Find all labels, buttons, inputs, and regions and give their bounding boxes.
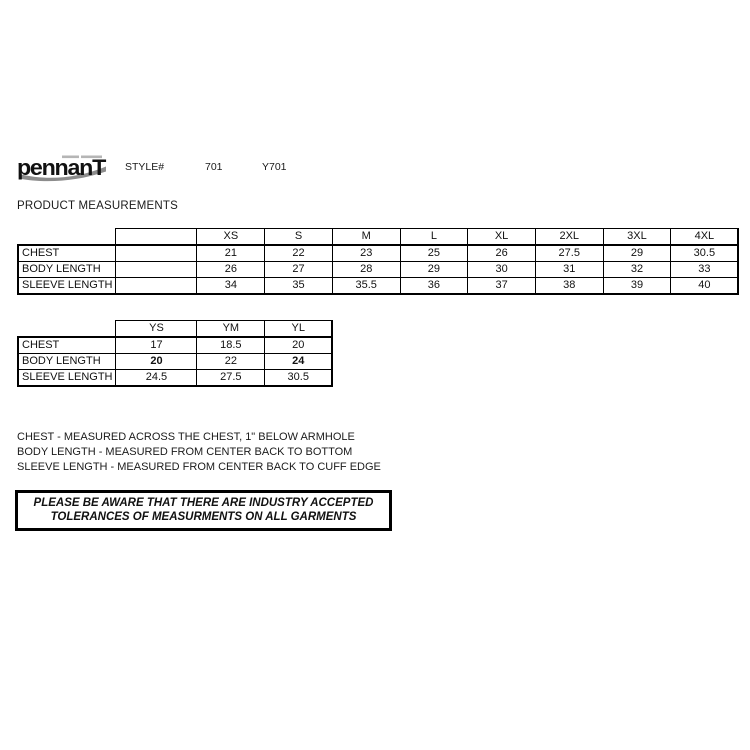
logo-wordmark: pennanT: [17, 155, 107, 180]
tolerance-notice-line2: TOLERANCES OF MEASURMENTS ON ALL GARMENTS: [50, 511, 357, 523]
value-cell: 29: [400, 262, 468, 278]
header-empty-cell: [116, 229, 197, 246]
value-cell: 31: [535, 262, 603, 278]
value-cell: 20: [116, 354, 197, 370]
value-cell: 35: [265, 278, 333, 295]
note-body-length: BODY LENGTH - MEASURED FROM CENTER BACK TO BOTTOM: [17, 446, 353, 458]
value-cell: 36: [400, 278, 468, 295]
size-header-cell: L: [400, 229, 468, 246]
size-header-cell: M: [332, 229, 400, 246]
size-header-cell: YS: [116, 321, 197, 338]
value-cell: 17: [116, 337, 197, 354]
size-header-row: [18, 229, 738, 246]
header-spacer-cell: [18, 229, 116, 246]
measurement-notes: [17, 430, 381, 475]
empty-cell: [116, 278, 197, 295]
value-cell: 29: [603, 245, 671, 262]
value-cell: 21: [197, 245, 265, 262]
size-header-cell: YL: [265, 321, 333, 338]
style-number-label: STYLE#: [125, 161, 165, 173]
adult-style-number: 701: [205, 161, 223, 173]
value-cell: 35.5: [332, 278, 400, 295]
adult-size-table: [17, 228, 739, 295]
value-cell: 26: [468, 245, 536, 262]
value-cell: 30: [468, 262, 536, 278]
value-cell: 32: [603, 262, 671, 278]
row-label-cell: BODY LENGTH: [18, 262, 116, 278]
size-header-cell: 3XL: [603, 229, 671, 246]
value-cell: 34: [197, 278, 265, 295]
measurement-row: [18, 354, 332, 370]
value-cell: 30.5: [265, 370, 333, 387]
value-cell: 22: [197, 354, 265, 370]
row-label-cell: CHEST: [18, 245, 116, 262]
youth-size-table: [17, 320, 333, 387]
value-cell: 24: [265, 354, 333, 370]
style-number-row: [0, 161, 750, 175]
value-cell: 40: [671, 278, 739, 295]
measurement-row: [18, 278, 738, 295]
value-cell: 25: [400, 245, 468, 262]
value-cell: 27.5: [535, 245, 603, 262]
value-cell: 30.5: [671, 245, 739, 262]
row-label-cell: SLEEVE LENGTH: [18, 370, 116, 387]
empty-cell: [116, 245, 197, 262]
value-cell: 20: [265, 337, 333, 354]
row-label-cell: BODY LENGTH: [18, 354, 116, 370]
value-cell: 33: [671, 262, 739, 278]
value-cell: 18.5: [197, 337, 265, 354]
header-spacer-cell: [18, 321, 116, 338]
value-cell: 39: [603, 278, 671, 295]
value-cell: 23: [332, 245, 400, 262]
value-cell: 28: [332, 262, 400, 278]
empty-cell: [116, 262, 197, 278]
size-header-row: [18, 321, 332, 338]
note-chest: CHEST - MEASURED ACROSS THE CHEST, 1" BELOW ARMHOLE: [17, 431, 355, 443]
measurement-row: [18, 245, 738, 262]
value-cell: 27.5: [197, 370, 265, 387]
size-header-cell: 4XL: [671, 229, 739, 246]
size-header-cell: S: [265, 229, 333, 246]
row-label-cell: SLEEVE LENGTH: [18, 278, 116, 295]
measurement-row: [18, 337, 332, 354]
value-cell: 27: [265, 262, 333, 278]
size-header-cell: XS: [197, 229, 265, 246]
size-header-cell: 2XL: [535, 229, 603, 246]
value-cell: 26: [197, 262, 265, 278]
value-cell: 38: [535, 278, 603, 295]
size-header-cell: YM: [197, 321, 265, 338]
row-label-cell: CHEST: [18, 337, 116, 354]
page-title: PRODUCT MEASUREMENTS: [17, 200, 178, 212]
value-cell: 24.5: [116, 370, 197, 387]
tolerance-notice-line1: PLEASE BE AWARE THAT THERE ARE INDUSTRY ACCEPTED: [33, 497, 374, 509]
tolerance-notice-box: [15, 490, 392, 531]
value-cell: 22: [265, 245, 333, 262]
note-sleeve-length: SLEEVE LENGTH - MEASURED FROM CENTER BACK TO CUFF EDGE: [17, 461, 381, 473]
measurement-row: [18, 370, 332, 387]
measurement-row: [18, 262, 738, 278]
size-header-cell: XL: [468, 229, 536, 246]
youth-style-number: Y701: [262, 161, 287, 173]
value-cell: 37: [468, 278, 536, 295]
